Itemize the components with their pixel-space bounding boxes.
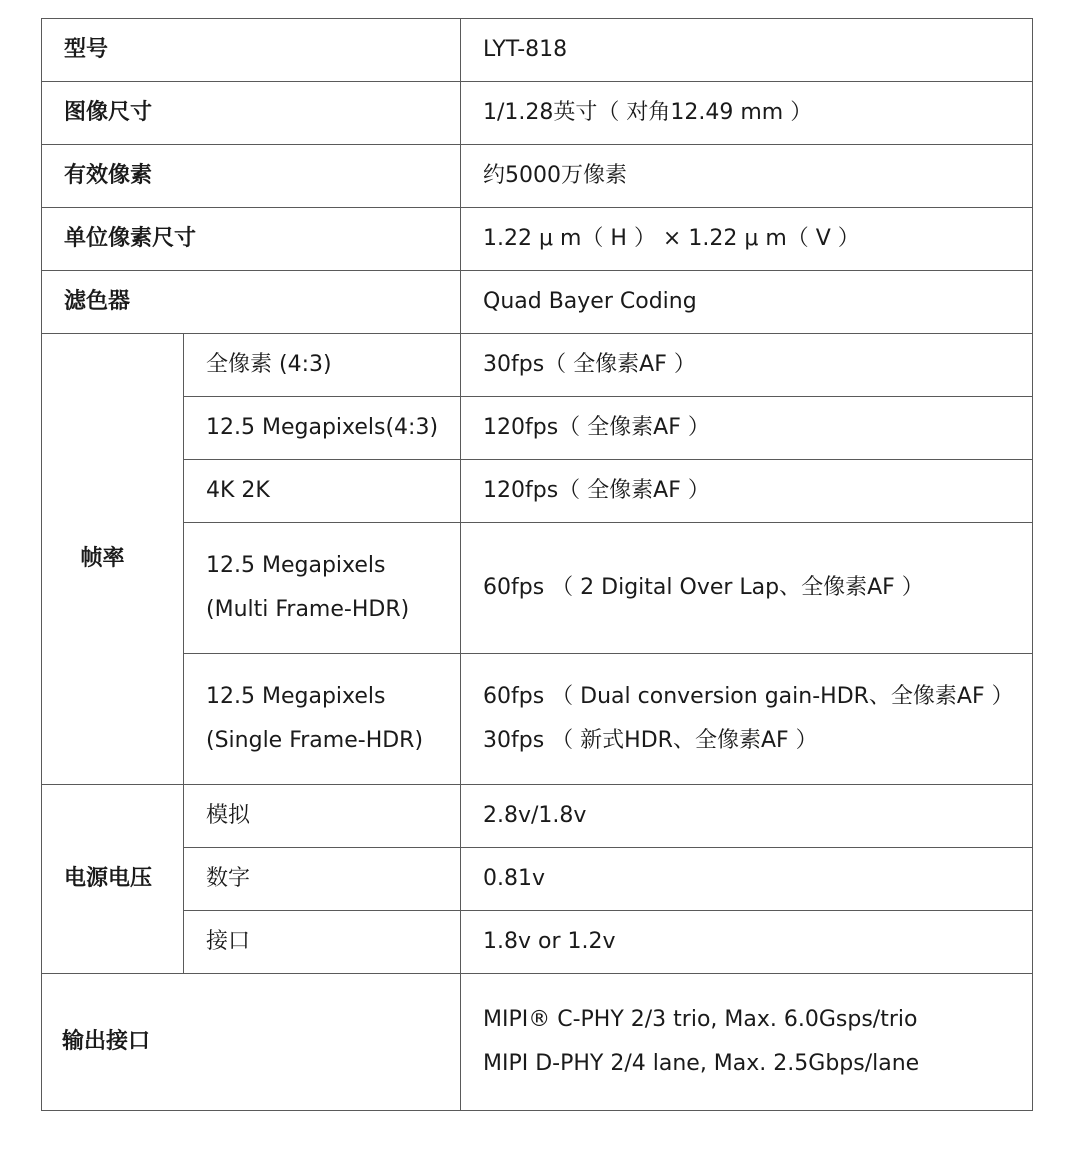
power-mode: 接口 <box>184 911 461 974</box>
table-row <box>42 397 1033 460</box>
mode-line: 12.5 Megapixels <box>206 684 386 709</box>
frame-rate-mode <box>184 523 461 654</box>
frame-rate-group-label: 帧率 <box>42 334 184 785</box>
value-line: MIPI® C-PHY 2/3 trio, Max. 6.0Gsps/trio <box>483 1007 918 1032</box>
value-line: MIPI D-PHY 2/4 lane, Max. 2.5Gbps/lane <box>483 1051 920 1076</box>
frame-rate-value <box>461 334 1033 397</box>
table-row <box>42 82 1033 145</box>
value-line: 60fps （ 2 Digital Over Lap、全像素AF ） <box>483 575 924 600</box>
frame-rate-mode <box>184 460 461 523</box>
frame-rate-value <box>461 523 1033 654</box>
table-row <box>42 911 1033 974</box>
table-row <box>42 145 1033 208</box>
value-line: 120fps（ 全像素AF ） <box>483 478 710 503</box>
table-row <box>42 523 1033 654</box>
mode-line: 4K 2K <box>206 478 270 503</box>
mode-line: (Single Frame-HDR) <box>206 728 424 753</box>
frame-rate-mode <box>184 334 461 397</box>
row-value: Quad Bayer Coding <box>461 271 1033 334</box>
mode-line: 全像素 (4:3) <box>206 352 332 377</box>
value-line: 30fps （ 新式HDR、全像素AF ） <box>483 728 818 753</box>
frame-rate-value <box>461 654 1033 785</box>
table-row <box>42 334 1033 397</box>
table-row <box>42 848 1033 911</box>
table-row <box>42 19 1033 82</box>
power-mode: 数字 <box>184 848 461 911</box>
mode-line: 12.5 Megapixels(4:3) <box>206 415 439 440</box>
table-row <box>42 785 1033 848</box>
table-row <box>42 460 1033 523</box>
value-line: 60fps （ Dual conversion gain-HDR、全像素AF ） <box>483 684 1014 709</box>
row-value: LYT-818 <box>461 19 1033 82</box>
row-label: 输出接口 <box>42 974 461 1111</box>
frame-rate-value <box>461 397 1033 460</box>
power-value: 0.81v <box>461 848 1033 911</box>
row-value <box>461 974 1033 1111</box>
row-value: 1/1.28英寸（ 对角12.49 mm ） <box>461 82 1033 145</box>
power-voltage-group-label: 电源电压 <box>42 785 184 974</box>
table-row <box>42 271 1033 334</box>
frame-rate-mode <box>184 397 461 460</box>
row-label: 型号 <box>42 19 461 82</box>
row-label: 图像尺寸 <box>42 82 461 145</box>
frame-rate-value <box>461 460 1033 523</box>
row-label: 有效像素 <box>42 145 461 208</box>
mode-line: 12.5 Megapixels <box>206 553 386 578</box>
spec-table <box>41 18 1033 1111</box>
frame-rate-mode <box>184 654 461 785</box>
power-value: 2.8v/1.8v <box>461 785 1033 848</box>
row-label: 单位像素尺寸 <box>42 208 461 271</box>
table-row <box>42 208 1033 271</box>
mode-line: (Multi Frame-HDR) <box>206 597 410 622</box>
value-line: 30fps（ 全像素AF ） <box>483 352 696 377</box>
row-value: 约5000万像素 <box>461 145 1033 208</box>
row-label: 滤色器 <box>42 271 461 334</box>
row-value: 1.22 μ m（ H ） × 1.22 μ m（ V ） <box>461 208 1033 271</box>
value-line: 120fps（ 全像素AF ） <box>483 415 710 440</box>
table-row <box>42 654 1033 785</box>
table-row <box>42 974 1033 1111</box>
power-value: 1.8v or 1.2v <box>461 911 1033 974</box>
power-mode: 模拟 <box>184 785 461 848</box>
